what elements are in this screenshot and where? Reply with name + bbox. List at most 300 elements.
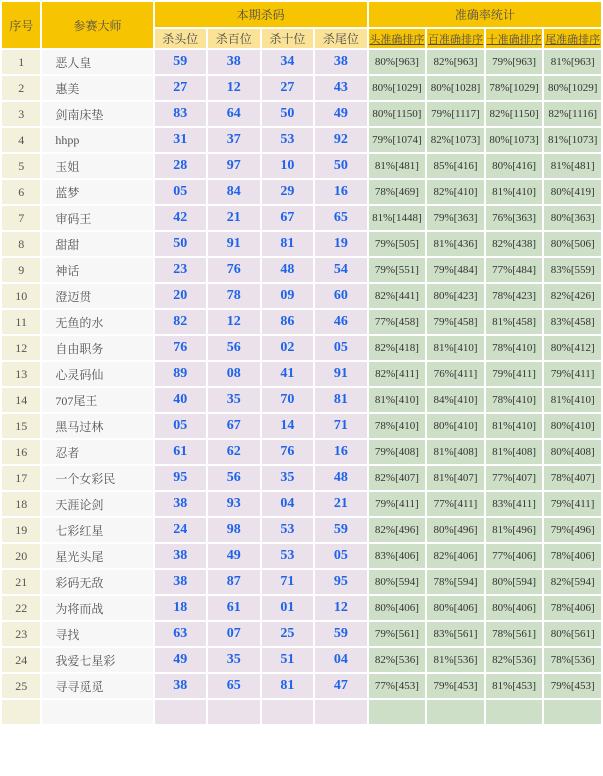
kill-value: 19 [314,231,368,257]
kill-value: 16 [314,439,368,465]
accuracy-value: 81%[436] [426,231,485,257]
table-row [1,101,602,127]
table-row [1,231,602,257]
row-master: 审码王 [41,205,153,231]
kill-value: 82 [154,309,208,335]
row-master: 一个女彩民 [41,465,153,491]
accuracy-value: 79%[453] [426,673,485,699]
header-kill-tail: 杀尾位 [314,28,368,49]
accuracy-value: 82%[963] [426,49,485,75]
kill-value: 21 [314,491,368,517]
kill-value: 62 [207,439,261,465]
kill-value: 71 [261,569,315,595]
kill-value: 04 [261,491,315,517]
row-serial: 4 [1,127,41,153]
kill-value: 05 [154,179,208,205]
row-serial [1,699,41,725]
kill-value: 29 [261,179,315,205]
row-serial: 16 [1,439,41,465]
accuracy-value: 84%[410] [426,387,485,413]
accuracy-value: 79%[453] [543,673,602,699]
table-row [1,309,602,335]
row-serial: 25 [1,673,41,699]
kill-value [314,699,368,725]
accuracy-value: 80%[594] [368,569,427,595]
accuracy-value: 82%[1073] [426,127,485,153]
accuracy-value: 78%[406] [543,595,602,621]
accuracy-value: 78%[410] [368,413,427,439]
accuracy-value: 80%[412] [543,335,602,361]
row-serial: 2 [1,75,41,101]
kill-value: 63 [154,621,208,647]
kill-value: 81 [261,231,315,257]
accuracy-value: 80%[406] [426,595,485,621]
kill-value: 50 [261,101,315,127]
accuracy-value: 77%[406] [485,543,544,569]
accuracy-value: 81%[410] [485,413,544,439]
row-master: 七彩红星 [41,517,153,543]
row-master: hhpp [41,127,153,153]
row-serial: 6 [1,179,41,205]
row-master: 707尾王 [41,387,153,413]
accuracy-value: 76%[411] [426,361,485,387]
table-row [1,439,602,465]
accuracy-value: 82%[1116] [543,101,602,127]
kill-value: 05 [314,543,368,569]
row-master: 甜甜 [41,231,153,257]
kill-value: 64 [207,101,261,127]
accuracy-value: 79%[1074] [368,127,427,153]
accuracy-value: 79%[496] [543,517,602,543]
table-row [1,49,602,75]
accuracy-value: 81%[1073] [543,127,602,153]
row-serial: 11 [1,309,41,335]
accuracy-value: 80%[406] [368,595,427,621]
accuracy-value: 80%[496] [426,517,485,543]
accuracy-value: 77%[411] [426,491,485,517]
kill-value: 59 [154,49,208,75]
accuracy-value [485,699,544,725]
sort-tail-accuracy-link[interactable]: 尾准确排序 [545,33,601,46]
row-serial: 10 [1,283,41,309]
accuracy-value: 76%[363] [485,205,544,231]
kill-value: 50 [154,231,208,257]
sort-ten-accuracy-link[interactable]: 十准确排序 [486,33,542,46]
kill-value: 16 [314,179,368,205]
kill-value: 41 [261,361,315,387]
accuracy-value: 77%[453] [368,673,427,699]
kill-value: 98 [207,517,261,543]
table-row [1,75,602,101]
accuracy-value: 83%[406] [368,543,427,569]
accuracy-value: 80%[1029] [368,75,427,101]
kill-value: 05 [314,335,368,361]
kill-value: 14 [261,413,315,439]
table-row [1,491,602,517]
accuracy-value: 78%[536] [543,647,602,673]
accuracy-value: 81%[410] [368,387,427,413]
table-row [1,647,602,673]
table-row [1,179,602,205]
row-serial: 5 [1,153,41,179]
kill-value: 59 [314,621,368,647]
accuracy-value: 79%[458] [426,309,485,335]
header-sort-hundred-accuracy [426,28,485,49]
kill-value: 38 [154,569,208,595]
row-serial: 19 [1,517,41,543]
kill-value: 50 [314,153,368,179]
accuracy-value: 85%[416] [426,153,485,179]
kill-value: 12 [207,75,261,101]
kill-value: 35 [207,647,261,673]
accuracy-value: 82%[496] [368,517,427,543]
accuracy-value: 79%[411] [543,491,602,517]
accuracy-value: 82%[1150] [485,101,544,127]
row-serial: 24 [1,647,41,673]
kill-value: 24 [154,517,208,543]
kill-value [207,699,261,725]
kill-value: 38 [207,49,261,75]
row-master: 自由职务 [41,335,153,361]
kill-value: 71 [314,413,368,439]
kill-value: 61 [154,439,208,465]
accuracy-value: 82%[441] [368,283,427,309]
kill-value: 35 [207,387,261,413]
kill-value: 48 [261,257,315,283]
accuracy-value: 80%[408] [543,439,602,465]
kill-value: 01 [261,595,315,621]
row-master: 我爱七星彩 [41,647,153,673]
kill-value: 84 [207,179,261,205]
table-body [1,49,602,725]
row-master: 玉姐 [41,153,153,179]
row-serial: 1 [1,49,41,75]
kill-value: 49 [154,647,208,673]
row-serial: 15 [1,413,41,439]
kill-value: 23 [154,257,208,283]
kill-value: 27 [261,75,315,101]
accuracy-value: 80%[419] [543,179,602,205]
table-row [1,569,602,595]
kill-value: 48 [314,465,368,491]
accuracy-value: 80%[410] [543,413,602,439]
accuracy-value: 79%[484] [426,257,485,283]
accuracy-value: 82%[418] [368,335,427,361]
kill-value: 18 [154,595,208,621]
accuracy-value: 81%[407] [426,465,485,491]
kill-value [154,699,208,725]
accuracy-value: 79%[551] [368,257,427,283]
accuracy-value: 82%[410] [426,179,485,205]
kill-value: 12 [314,595,368,621]
row-master: 星光头尾 [41,543,153,569]
kill-value: 95 [154,465,208,491]
accuracy-value: 79%[408] [368,439,427,465]
kill-value: 21 [207,205,261,231]
accuracy-value: 80%[363] [543,205,602,231]
kill-value: 59 [314,517,368,543]
accuracy-value: 82%[438] [485,231,544,257]
kill-value: 53 [261,517,315,543]
accuracy-value: 81%[410] [543,387,602,413]
kill-value: 60 [314,283,368,309]
kill-value: 53 [261,543,315,569]
kill-value: 51 [261,647,315,673]
kill-value: 95 [314,569,368,595]
table-row [1,361,602,387]
row-serial: 17 [1,465,41,491]
accuracy-value [426,699,485,725]
accuracy-value: 78%[594] [426,569,485,595]
accuracy-value: 80%[1029] [543,75,602,101]
kill-value [261,699,315,725]
sort-hundred-accuracy-link[interactable]: 百准确排序 [428,33,483,46]
row-master: 蓝梦 [41,179,153,205]
row-serial: 22 [1,595,41,621]
accuracy-value: 78%[423] [485,283,544,309]
header-kill-group: 本期杀码 [154,1,368,28]
header-accuracy-group: 准确率统计 [368,1,602,28]
kill-value: 76 [154,335,208,361]
kill-value: 35 [261,465,315,491]
row-serial: 8 [1,231,41,257]
row-serial: 20 [1,543,41,569]
accuracy-value: 82%[594] [543,569,602,595]
accuracy-value: 79%[411] [368,491,427,517]
kill-value: 46 [314,309,368,335]
kill-value: 93 [207,491,261,517]
row-serial: 21 [1,569,41,595]
header-kill-hundred: 杀百位 [207,28,261,49]
header-serial: 序号 [1,1,41,49]
row-serial: 18 [1,491,41,517]
row-serial: 13 [1,361,41,387]
row-serial: 14 [1,387,41,413]
accuracy-value: 82%[407] [368,465,427,491]
accuracy-value: 77%[484] [485,257,544,283]
accuracy-value: 78%[406] [543,543,602,569]
accuracy-value: 80%[406] [485,595,544,621]
row-master: 彩码无敌 [41,569,153,595]
row-master: 黑马过林 [41,413,153,439]
accuracy-value: 79%[411] [543,361,602,387]
accuracy-value: 81%[408] [426,439,485,465]
kill-value: 47 [314,673,368,699]
kill-value: 86 [261,309,315,335]
kill-value: 07 [207,621,261,647]
kill-value: 05 [154,413,208,439]
row-master: 为将而战 [41,595,153,621]
table-row [1,543,602,569]
kill-value: 70 [261,387,315,413]
kill-value: 87 [207,569,261,595]
kill-value: 54 [314,257,368,283]
accuracy-value: 80%[963] [368,49,427,75]
kill-value: 28 [154,153,208,179]
accuracy-value: 77%[458] [368,309,427,335]
accuracy-value [368,699,427,725]
accuracy-value: 77%[407] [485,465,544,491]
accuracy-value: 81%[453] [485,673,544,699]
kill-value: 89 [154,361,208,387]
accuracy-value: 81%[410] [485,179,544,205]
row-master [41,699,153,725]
accuracy-value: 83%[559] [543,257,602,283]
accuracy-value: 79%[411] [485,361,544,387]
row-master: 寻寻觅觅 [41,673,153,699]
accuracy-value: 79%[561] [368,621,427,647]
kill-value: 56 [207,465,261,491]
kill-value: 78 [207,283,261,309]
accuracy-value: 78%[1029] [485,75,544,101]
kill-value: 49 [314,101,368,127]
kill-value: 38 [154,543,208,569]
kill-value: 09 [261,283,315,309]
kill-value: 56 [207,335,261,361]
accuracy-value [543,699,602,725]
kill-value: 81 [261,673,315,699]
kill-value: 65 [314,205,368,231]
accuracy-value: 81%[481] [368,153,427,179]
accuracy-value: 81%[496] [485,517,544,543]
row-master: 恶人皇 [41,49,153,75]
accuracy-value: 80%[410] [426,413,485,439]
kill-value: 34 [261,49,315,75]
kill-value: 43 [314,75,368,101]
row-serial: 12 [1,335,41,361]
accuracy-value: 82%[536] [368,647,427,673]
kill-value: 04 [314,647,368,673]
header-kill-head: 杀头位 [154,28,208,49]
accuracy-value: 83%[561] [426,621,485,647]
kill-value: 61 [207,595,261,621]
accuracy-value: 80%[1073] [485,127,544,153]
table-row-partial [1,699,602,725]
kill-value: 40 [154,387,208,413]
kill-value: 92 [314,127,368,153]
kill-value: 91 [207,231,261,257]
kill-value: 20 [154,283,208,309]
kill-value: 31 [154,127,208,153]
accuracy-value: 80%[561] [543,621,602,647]
accuracy-value: 80%[506] [543,231,602,257]
kill-value: 10 [261,153,315,179]
accuracy-value: 78%[561] [485,621,544,647]
kill-value: 76 [207,257,261,283]
kill-value: 67 [261,205,315,231]
accuracy-value: 81%[410] [426,335,485,361]
table-row [1,153,602,179]
kill-value: 25 [261,621,315,647]
row-master: 剑南床垫 [41,101,153,127]
table-row [1,517,602,543]
table-row [1,257,602,283]
kill-value: 83 [154,101,208,127]
row-master: 惠美 [41,75,153,101]
kill-value: 38 [154,673,208,699]
accuracy-value: 79%[963] [485,49,544,75]
accuracy-value: 81%[481] [543,153,602,179]
row-serial: 3 [1,101,41,127]
table-row [1,205,602,231]
row-master: 忍者 [41,439,153,465]
table-row [1,595,602,621]
row-master: 寻找 [41,621,153,647]
header-master: 参赛大师 [41,1,153,49]
kill-value: 08 [207,361,261,387]
header-sort-head-accuracy [368,28,427,49]
table-row [1,335,602,361]
kill-value: 81 [314,387,368,413]
row-master: 天涯论剑 [41,491,153,517]
kill-value: 38 [154,491,208,517]
accuracy-value: 83%[458] [543,309,602,335]
table-row [1,413,602,439]
accuracy-value: 78%[469] [368,179,427,205]
kill-value: 38 [314,49,368,75]
table-row [1,673,602,699]
accuracy-value: 82%[426] [543,283,602,309]
kill-value: 27 [154,75,208,101]
header-sort-tail-accuracy [543,28,602,49]
accuracy-value: 80%[1028] [426,75,485,101]
row-master: 心灵码仙 [41,361,153,387]
accuracy-value: 81%[458] [485,309,544,335]
table-row [1,621,602,647]
table-row [1,387,602,413]
row-master: 澄迈贯 [41,283,153,309]
table-row [1,465,602,491]
sort-head-accuracy-link[interactable]: 头准确排序 [369,33,425,46]
accuracy-value: 82%[411] [368,361,427,387]
kill-value: 12 [207,309,261,335]
header-sort-ten-accuracy [485,28,544,49]
kill-value: 53 [261,127,315,153]
accuracy-value: 79%[363] [426,205,485,231]
accuracy-value: 82%[536] [485,647,544,673]
accuracy-value: 78%[407] [543,465,602,491]
row-serial: 23 [1,621,41,647]
kill-value: 76 [261,439,315,465]
accuracy-value: 78%[410] [485,335,544,361]
kill-value: 42 [154,205,208,231]
kill-value: 67 [207,413,261,439]
accuracy-value: 80%[416] [485,153,544,179]
accuracy-value: 79%[1117] [426,101,485,127]
kill-value: 97 [207,153,261,179]
accuracy-value: 79%[505] [368,231,427,257]
accuracy-value: 81%[536] [426,647,485,673]
table-row [1,127,602,153]
kill-value: 65 [207,673,261,699]
row-serial: 7 [1,205,41,231]
kill-value: 91 [314,361,368,387]
row-master: 无鱼的水 [41,309,153,335]
header-kill-ten: 杀十位 [261,28,315,49]
row-master: 神话 [41,257,153,283]
accuracy-value: 81%[408] [485,439,544,465]
kill-value: 02 [261,335,315,361]
row-serial: 9 [1,257,41,283]
table-row [1,283,602,309]
accuracy-value: 81%[1448] [368,205,427,231]
accuracy-value: 83%[411] [485,491,544,517]
accuracy-value: 80%[423] [426,283,485,309]
kill-value: 49 [207,543,261,569]
accuracy-value: 78%[410] [485,387,544,413]
accuracy-value: 81%[963] [543,49,602,75]
accuracy-value: 80%[1150] [368,101,427,127]
